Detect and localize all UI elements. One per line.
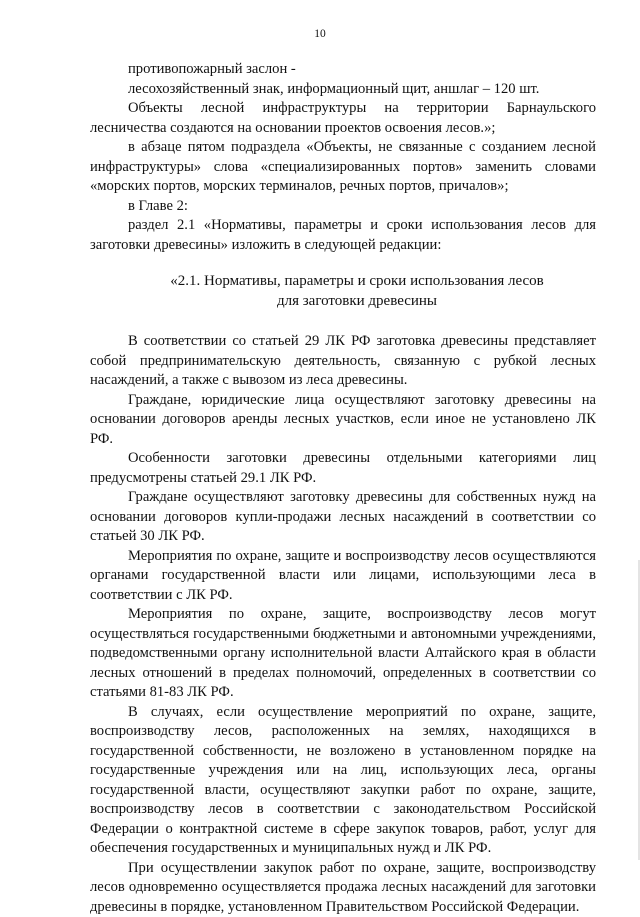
paragraph-infrastructure: Объекты лесной инфраструктуры на территории Барнаульского лесничества создаются на основании проектов освоения лесов.»; (90, 99, 596, 138)
paragraph-article-29: В соответствии со статьей 29 ЛК РФ заготовка древесины представляет собой предпринимательскую деятельность, связанную с рубкой лесных насаждений, а также с вывозом из леса древесины. (90, 332, 596, 391)
paragraph-budget-institutions: Мероприятия по охране, защите, воспроизводству лесов могут осуществляться государственными бюджетными и автономными учреждениями, подведомственными органу исполнительной власти Алтайского края в области лесных отношений в пределах полномочий, определенных в соответствии со статьями 81-83 ЛК РФ. (90, 605, 596, 703)
paragraph-procurement-cases: В случаях, если осуществление мероприятий по охране, защите, воспроизводству лесов, расположенных на землях, находящихся в государственной собственности, не возложено в установленном порядке на государственные учреждения или на лиц, использующих леса, органы государственной власти, осуществляют закупки работ по охране, защите, воспроизводству лесов в соответствии с законодательством Российской Федерации о контрактной системе в сфере закупок товаров, работ, услуг для обеспечения государственных и муниципальных нужд и ЛК РФ. (90, 703, 596, 859)
section-title-line-2: для заготовки древесины (277, 293, 437, 309)
paragraph-own-needs: Граждане осуществляют заготовку древесины для собственных нужд на основании договоров купли-продажи лесных насаждений в соответствии со статьей 30 ЛК РФ. (90, 488, 596, 547)
paragraph-lease: Граждане, юридические лица осуществляют заготовку древесины на основании договоров аренды лесных участков, если иное не установлено ЛК РФ. (90, 391, 596, 450)
paragraph-amendment-ports: в абзаце пятом подраздела «Объекты, не связанные с созданием лесной инфраструктуры» слова «специализированных портов» заменить словами «морских портов, морских терминалов, речных портов, причалов»; (90, 138, 596, 197)
paragraph-firebreak: противопожарный заслон - (90, 60, 596, 80)
page-number: 10 (0, 28, 640, 40)
paragraph-procurement-sale: При осуществлении закупок работ по охране, защите, воспроизводству лесов одновременно осуществляется продажа лесных насаждений для заготовки древесины в порядке, установленном Правительством Российской Федерации. (90, 859, 596, 917)
paragraph-section-2-1: раздел 2.1 «Нормативы, параметры и сроки использования лесов для заготовки древесины» изложить в следующей редакции: (90, 216, 596, 255)
paragraph-article-29-1: Особенности заготовки древесины отдельными категориями лиц предусмотрены статьей 29.1 ЛК РФ. (90, 449, 596, 488)
paragraph-signs: лесохозяйственный знак, информационный щит, аншлаг – 120 шт. (90, 80, 596, 100)
paragraph-chapter-2: в Главе 2: (90, 197, 596, 217)
section-title (90, 272, 596, 311)
paragraph-protection-authorities: Мероприятия по охране, защите и воспроизводству лесов осуществляются органами государственной власти или лицами, использующими леса в соответствии с ЛК РФ. (90, 547, 596, 606)
section-title-line-1: «2.1. Нормативы, параметры и сроки использования лесов (170, 273, 544, 289)
document-body (90, 60, 596, 917)
